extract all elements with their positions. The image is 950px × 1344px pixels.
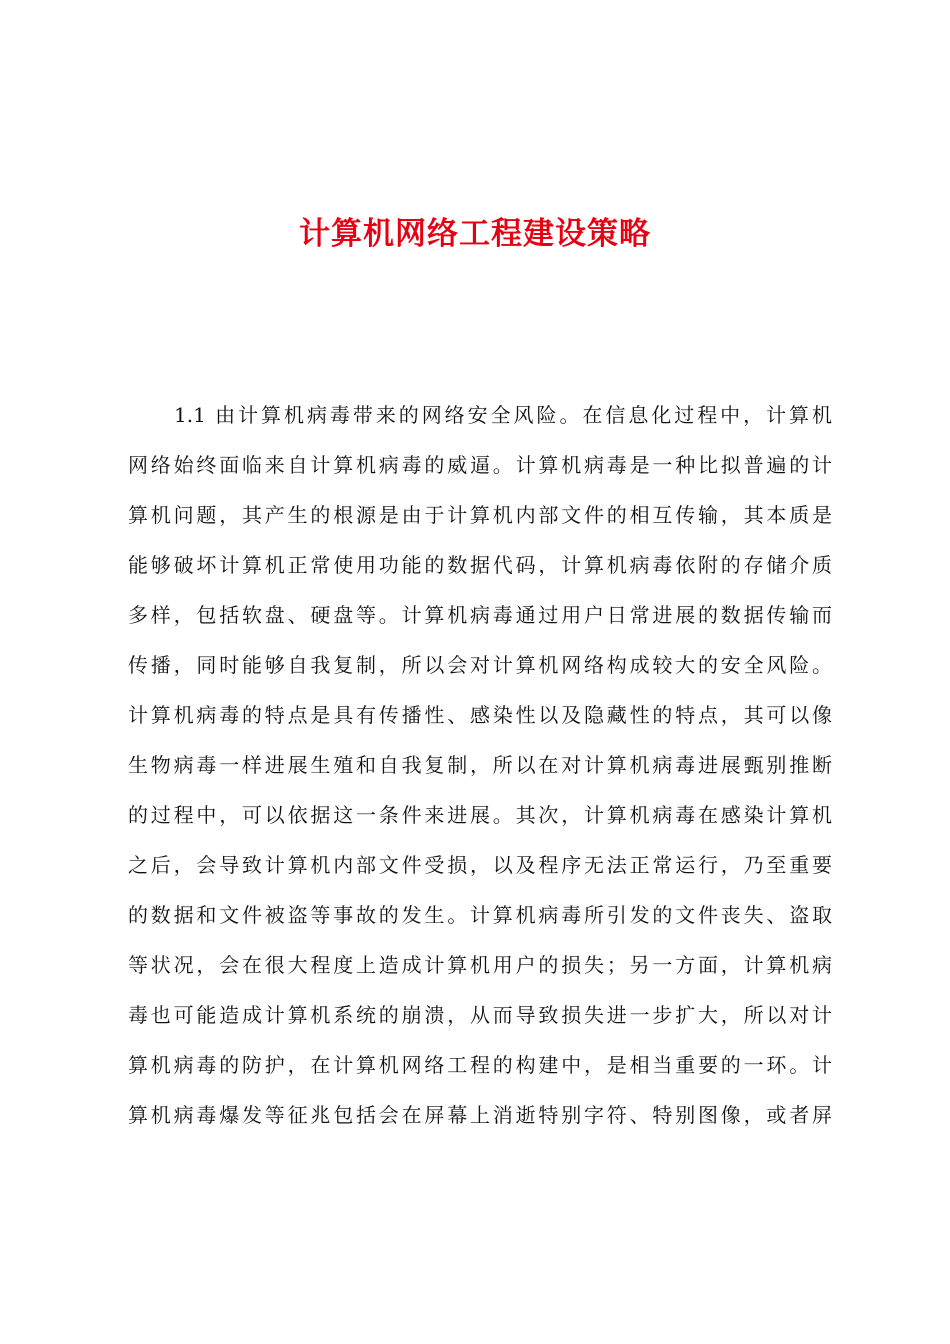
paragraph-line: 算机问题，其产生的根源是由于计算机内部文件的相互传输，其本质是 — [128, 503, 832, 527]
paragraph-line: 算机病毒爆发等征兆包括会在屏幕上消逝特别字符、特别图像，或者屏 — [128, 1103, 832, 1127]
paragraph-line: 的数据和文件被盗等事故的发生。计算机病毒所引发的文件丧失、盗取 — [128, 903, 832, 927]
paragraph-line: 生物病毒一样进展生殖和自我复制，所以在对计算机病毒进展甄别推断 — [128, 753, 832, 777]
paragraph-line: 能够破坏计算机正常使用功能的数据代码，计算机病毒依附的存储介质 — [128, 553, 832, 577]
paragraph-line: 多样，包括软盘、硬盘等。计算机病毒通过用户日常进展的数据传输而 — [128, 603, 832, 627]
paragraph-line: 算机病毒的防护，在计算机网络工程的构建中，是相当重要的一环。计 — [128, 1053, 832, 1077]
paragraph-line: 的过程中，可以依据这一条件来进展。其次，计算机病毒在感染计算机 — [128, 803, 832, 827]
paragraph-line: 毒也可能造成计算机系统的崩溃，从而导致损失进一步扩大，所以对计 — [128, 1003, 832, 1027]
paragraph-line: 1.1 由计算机病毒带来的网络安全风险。在信息化过程中，计算机 — [174, 403, 832, 427]
paragraph-line: 网络始终面临来自计算机病毒的威逼。计算机病毒是一种比拟普遍的计 — [128, 453, 832, 477]
body-paragraph — [128, 398, 832, 1148]
paragraph-line: 传播，同时能够自我复制，所以会对计算机网络构成较大的安全风险。 — [128, 653, 832, 677]
paragraph-line: 等状况，会在很大程度上造成计算机用户的损失；另一方面，计算机病 — [128, 953, 832, 977]
paragraph-line: 之后，会导致计算机内部文件受损，以及程序无法正常运行，乃至重要 — [128, 853, 832, 877]
document-title: 计算机网络工程建设策略 — [299, 216, 651, 252]
paragraph-line: 计算机病毒的特点是具有传播性、感染性以及隐藏性的特点，其可以像 — [128, 703, 832, 727]
